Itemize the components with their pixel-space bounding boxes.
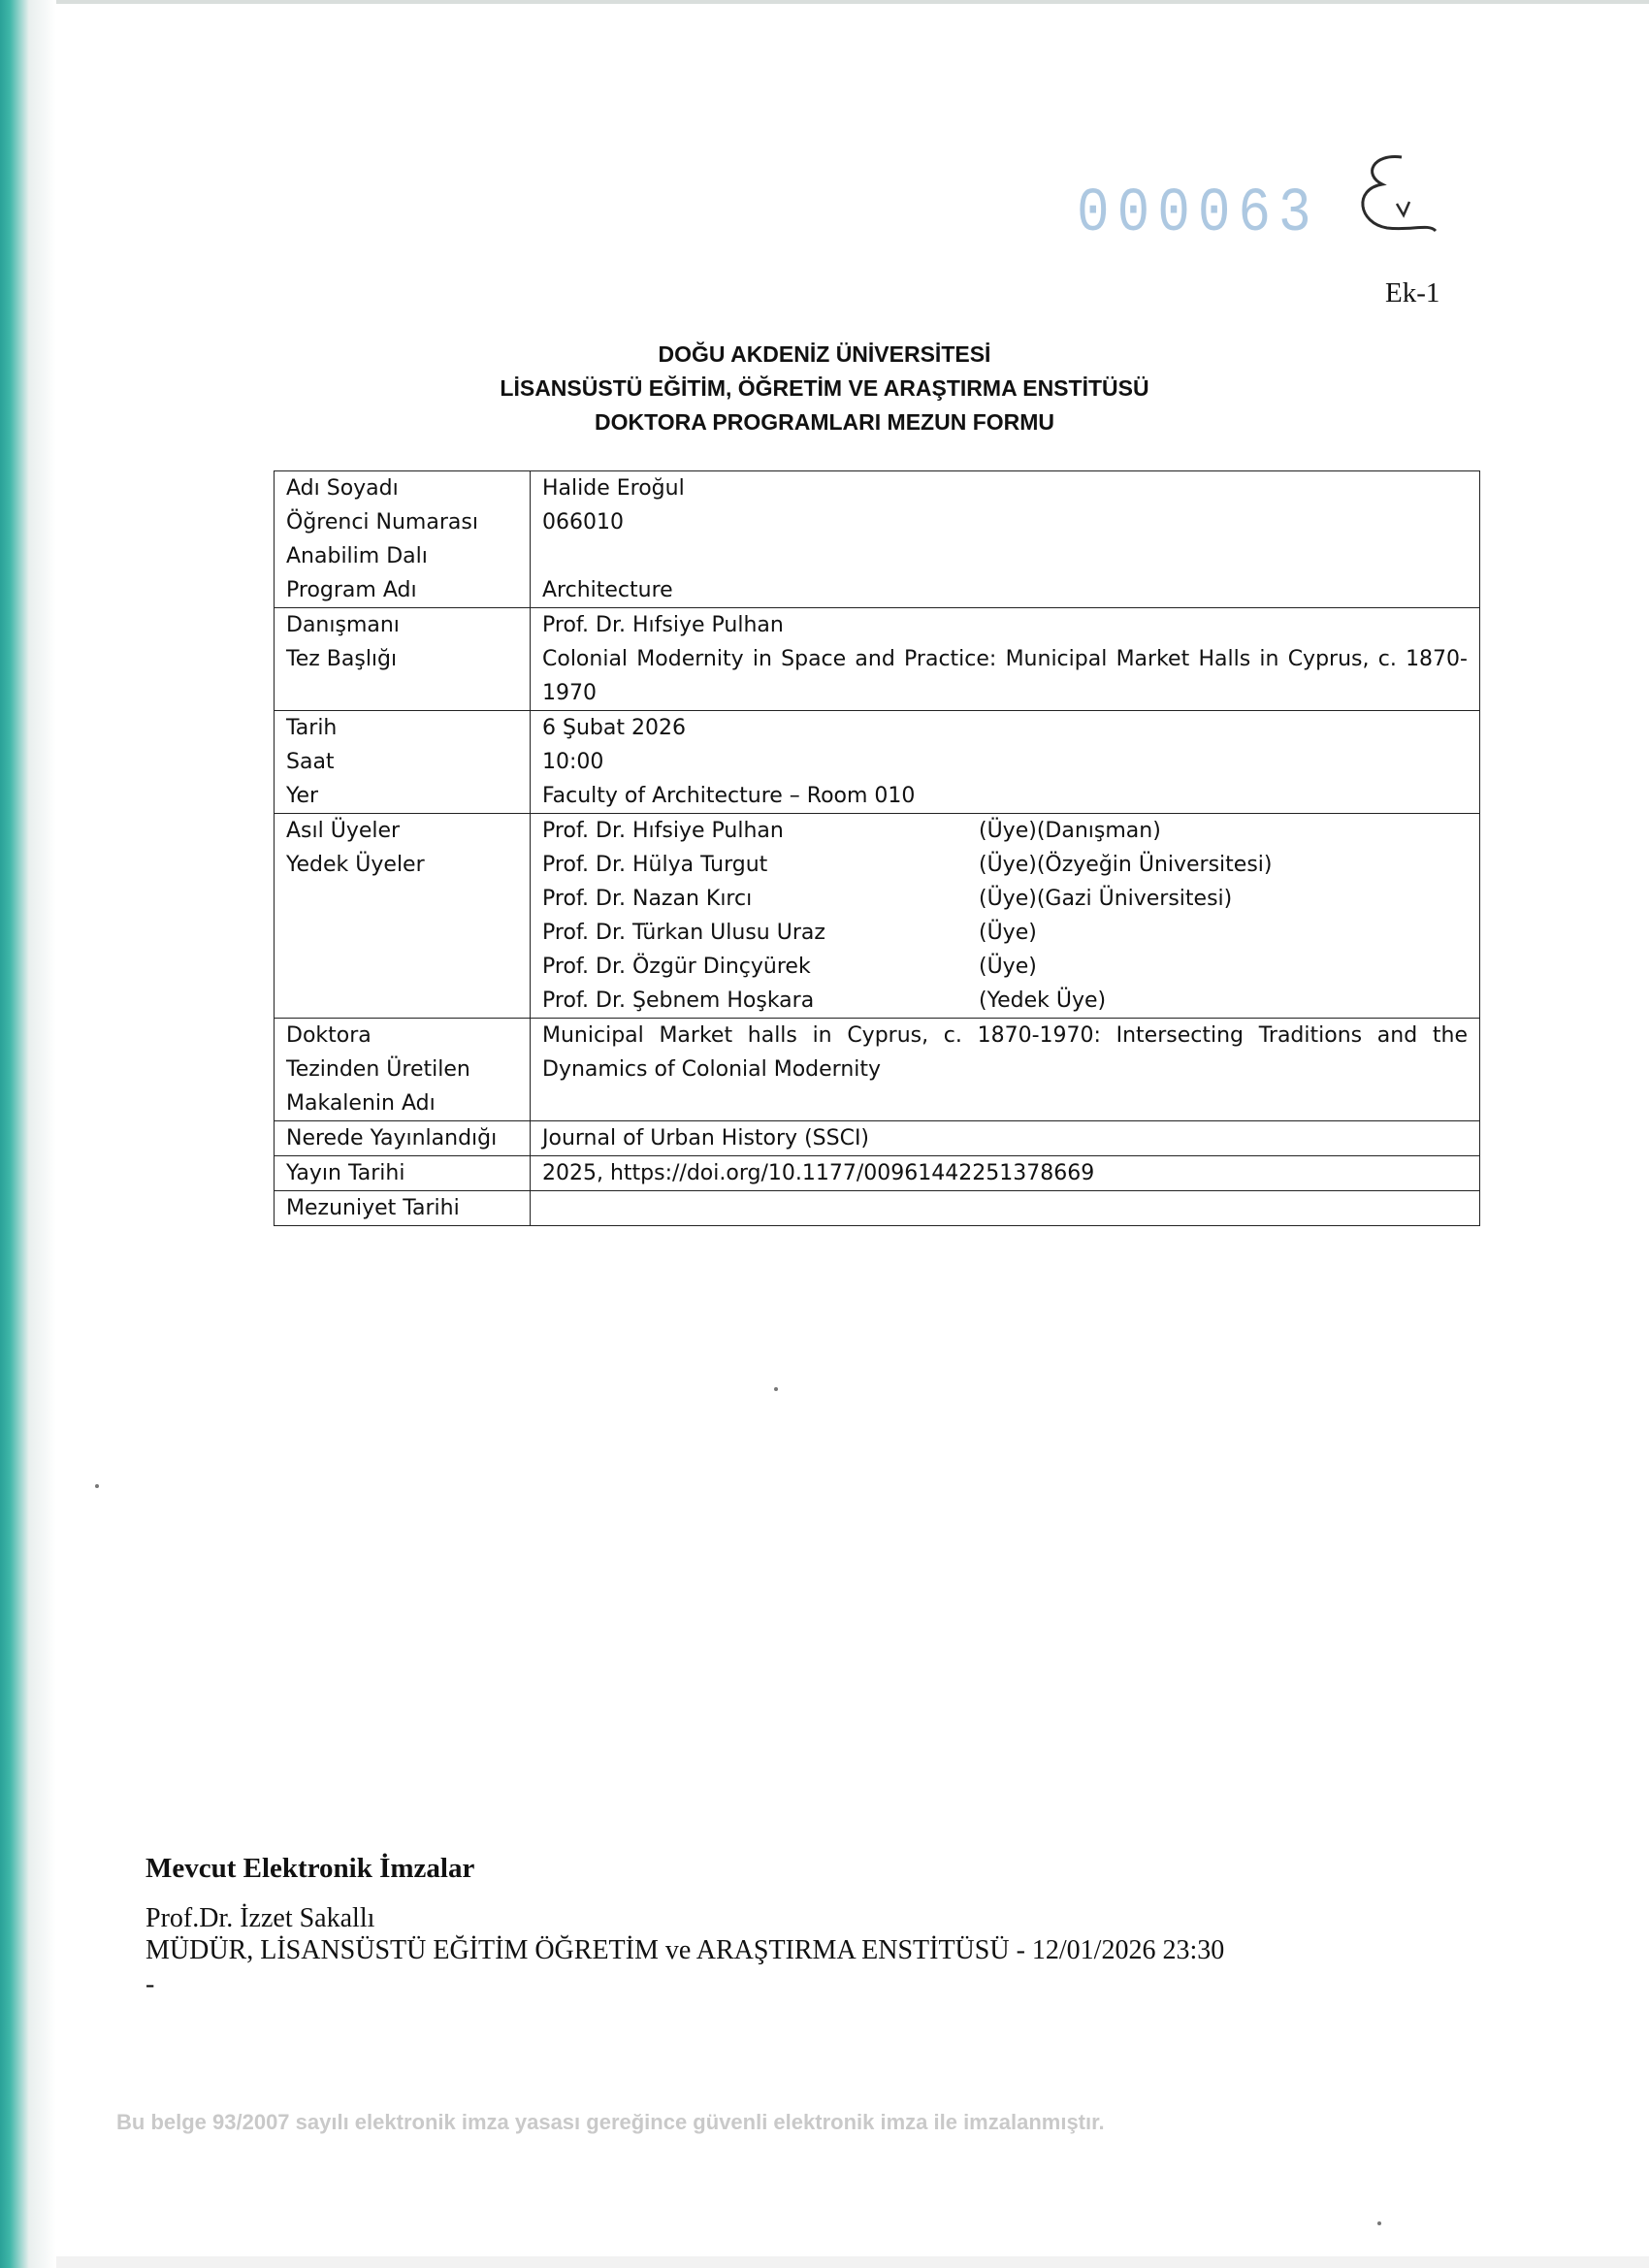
- article-row: [275, 1019, 1480, 1121]
- label-produced-from-thesis: Tezinden Üretilen: [286, 1057, 470, 1082]
- handwritten-initial: [1343, 146, 1440, 252]
- jury-member-role: (Üye)(Gazi Üniversitesi): [979, 887, 1233, 911]
- label-advisor: Danışmanı: [286, 613, 400, 637]
- label-article-name: Makalenin Adı: [286, 1091, 436, 1116]
- label-department: Anabilim Dalı: [286, 544, 428, 568]
- label-publication-date: Yayın Tarihi: [286, 1161, 405, 1185]
- value-time: 10:00: [542, 750, 604, 774]
- graduation-date-row: [275, 1191, 1480, 1226]
- label-substitute-members: Yedek Üyeler: [286, 853, 425, 877]
- label-thesis-title: Tez Başlığı: [286, 647, 398, 671]
- jury-member-name: Prof. Dr. Hıfsiye Pulhan: [542, 819, 784, 843]
- value-student-number: 066010: [542, 510, 624, 535]
- value-name-surname: Halide Eroğul: [542, 476, 685, 501]
- label-date: Tarih: [286, 716, 338, 740]
- value-published-in: Journal of Urban History (SSCI): [542, 1126, 870, 1150]
- scan-left-edge: [0, 0, 56, 2268]
- value-advisor: Prof. Dr. Hıfsiye Pulhan: [542, 613, 784, 637]
- label-student-number: Öğrenci Numarası: [286, 510, 478, 535]
- jury-member-name: Prof. Dr. Şebnem Hoşkara: [542, 988, 815, 1013]
- value-thesis-title: Colonial Modernity in Space and Practice: Municipal Market Halls in Cyprus, c. 1870-1970: [542, 647, 1468, 705]
- value-date: 6 Şubat 2026: [542, 716, 686, 740]
- document-stamp-number: 000063: [1077, 178, 1319, 249]
- scan-top-edge: [56, 0, 1649, 4]
- scan-bottom-edge: [56, 2256, 1649, 2268]
- publication-date-row: [275, 1156, 1480, 1191]
- e-signature-footer-note: Bu belge 93/2007 sayılı elektronik imza yasası gereğince güvenli elektronik imza ile imzalanmıştır.: [116, 2110, 1105, 2134]
- published-in-row: [275, 1121, 1480, 1156]
- value-article-title: Municipal Market halls in Cyprus, c. 1870-1970: Intersecting Traditions and the Dynamics of Colonial Modernity: [542, 1023, 1468, 1082]
- signer-role-line: MÜDÜR, LİSANSÜSTÜ EĞİTİM ÖĞRETİM ve ARAŞTIRMA ENSTİTÜSÜ - 12/01/2026 23:30: [146, 1935, 1225, 1965]
- scan-speck: [774, 1387, 778, 1391]
- annex-label: Ek-1: [1385, 277, 1440, 308]
- institute-name: LİSANSÜSTÜ EĞİTİM, ÖĞRETİM VE ARAŞTIRMA ENSTİTÜSÜ: [500, 375, 1149, 401]
- label-published-in: Nerede Yayınlandığı: [286, 1126, 498, 1150]
- label-place: Yer: [286, 784, 319, 808]
- value-graduation-date: [542, 1191, 1468, 1225]
- jury-members-list: [542, 814, 1468, 1018]
- signer-name: Prof.Dr. İzzet Sakallı: [146, 1903, 375, 1933]
- student-info-row: [275, 471, 1480, 608]
- value-department: [542, 539, 1468, 573]
- label-name-surname: Adı Soyadı: [286, 476, 399, 501]
- scan-speck: [1377, 2221, 1381, 2225]
- jury-member-name: Prof. Dr. Nazan Kırcı: [542, 887, 753, 911]
- form-title: DOKTORA PROGRAMLARI MEZUN FORMU: [594, 409, 1055, 435]
- label-graduation-date: Mezuniyet Tarihi: [286, 1196, 460, 1220]
- jury-member-role: (Yedek Üye): [979, 988, 1107, 1013]
- label-program-name: Program Adı: [286, 578, 417, 602]
- value-program-name: Architecture: [542, 578, 673, 602]
- label-main-members: Asıl Üyeler: [286, 819, 401, 843]
- jury-member-role: (Üye)(Danışman): [979, 819, 1161, 843]
- jury-member-name: Prof. Dr. Türkan Ulusu Uraz: [542, 921, 825, 945]
- value-publication-date: 2025, https://doi.org/10.1177/00961442251378669: [542, 1161, 1095, 1185]
- defense-row: [275, 711, 1480, 814]
- advisor-row: [275, 608, 1480, 711]
- jury-member-role: (Üye)(Özyeğin Üniversitesi): [979, 853, 1273, 877]
- jury-member-role: (Üye): [979, 955, 1037, 979]
- signature-trailing-dash: -: [146, 1969, 155, 1999]
- signatures-title: Mevcut Elektronik İmzalar: [146, 1853, 475, 1884]
- label-doctorate: Doktora: [286, 1023, 372, 1048]
- university-name: DOĞU AKDENİZ ÜNİVERSİTESİ: [658, 341, 991, 367]
- scan-speck: [95, 1484, 99, 1488]
- jury-row: [275, 814, 1480, 1019]
- jury-member-name: Prof. Dr. Özgür Dinçyürek: [542, 955, 811, 979]
- value-place: Faculty of Architecture – Room 010: [542, 784, 916, 808]
- label-time: Saat: [286, 750, 335, 774]
- graduate-form-table: [274, 470, 1480, 1226]
- jury-member-name: Prof. Dr. Hülya Turgut: [542, 853, 768, 877]
- jury-member-role: (Üye): [979, 921, 1037, 945]
